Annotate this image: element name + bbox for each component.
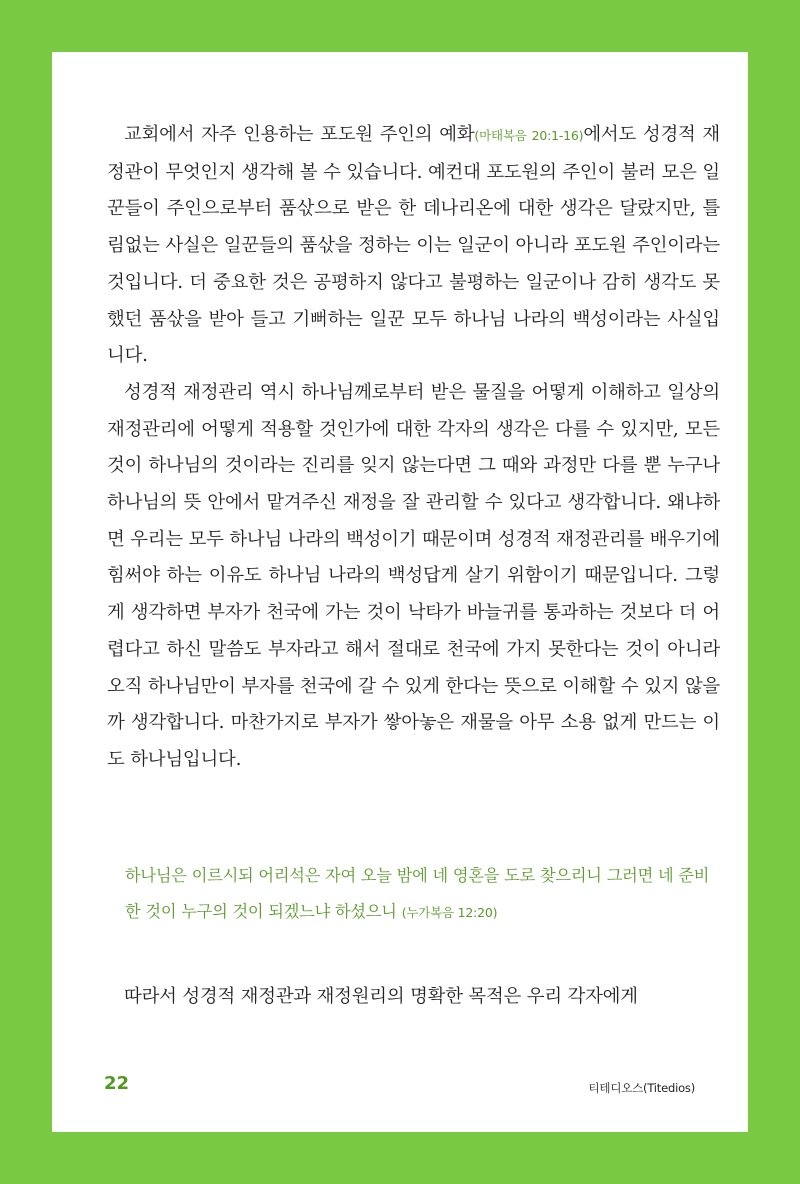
quote-reference: (누가복음 12:20) bbox=[401, 905, 498, 920]
paragraph-text: 교회에서 자주 인용하는 포도원 주인의 예화 bbox=[124, 124, 475, 145]
paragraph-text: 성경적 재정관리 역시 하나님께로부터 받은 물질을 어떻게 이해하고 일상의 재정관리에 어떻게 적용할 것인가에 대한 각자의 생각은 다를 수 있지만, 모든 것이 하나님의 것이라는 진리를 잊지 않는다면 그 때와 과정만 다를 뿐 누구나 하나님의 뜻 안에서 맡겨주신 재정을 잘 관리할 수 있다고 생각합니다. 왜냐하면 우리는 모두 하나님 나라의 백성이기 때문이며 성경적 재정관리를 배우기에 힘써야 하는 이유도 하나님 나라의 백성답게 살기 위함이기 때문입니다. 그렇게 생각하면 부자가 천국에 가는 것이 낙타가 바늘귀를 통과하는 것보다 더 어렵다고 하신 말씀도 부자라고 해서 절대로 천국에 가지 못한다는 것이 아니라 오직 하나님만이 부자를 천국에 갈 수 있게 한다는 뜻으로 이해할 수 있지 않을까 생각합니다. 마찬가지로 부자가 쌓아놓은 재물을 아무 소용 없게 만드는 이도 하나님입니다. bbox=[107, 381, 720, 770]
paragraph bbox=[107, 375, 720, 779]
quote-text: 하나님은 이르시되 어리석은 자여 오늘 밤에 네 영혼을 도로 찾으리니 그러면 네 준비한 것이 누구의 것이 되겠느냐 하셨으니 bbox=[125, 866, 710, 921]
scripture-quote bbox=[125, 858, 715, 931]
closing-paragraph: 따라서 성경적 재정관과 재정원리의 명확한 목적은 우리 각자에게 bbox=[124, 986, 638, 1007]
paragraph-text: 에서도 성경적 재정관이 무엇인지 생각해 볼 수 있습니다. 예컨대 포도원의 주인이 불러 모은 일꾼들이 주인으로부터 품삯으로 받은 한 데나리온에 대한 생각은 달랐지만, 틀림없는 사실은 일꾼들의 품삯을 정하는 이는 일군이 아니라 포도원 주인이라는 것입니다. 더 중요한 것은 공평하지 않다고 불평하는 일군이나 감히 생각도 못 했던 품삯을 받아 들고 기뻐하는 일꾼 모두 하나님 나라의 백성이라는 사실입니다. bbox=[107, 124, 720, 367]
paragraph bbox=[107, 117, 720, 375]
scripture-reference: (마태복음 20:1-16) bbox=[474, 128, 584, 143]
publisher-name: 티테디오스(Titedios) bbox=[588, 1081, 695, 1095]
page bbox=[52, 52, 748, 1132]
body-text bbox=[107, 117, 720, 779]
page-number: 22 bbox=[104, 1073, 130, 1094]
